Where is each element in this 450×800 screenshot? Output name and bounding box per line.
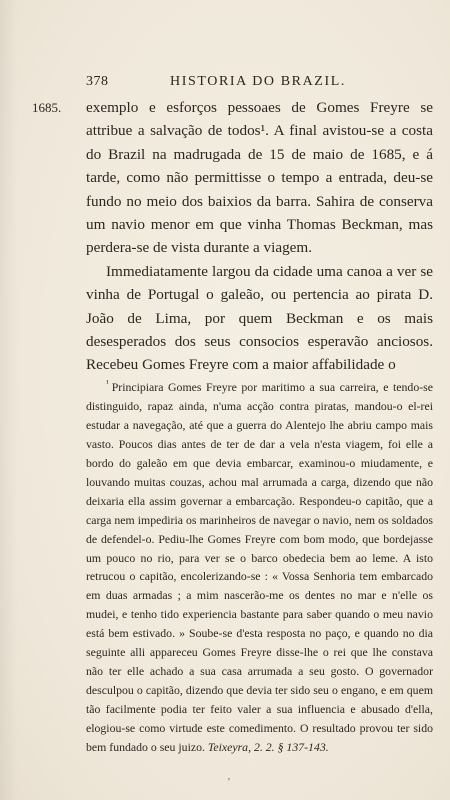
running-title: HISTORIA DO BRAZIL.	[170, 74, 346, 89]
main-text	[86, 96, 433, 377]
page-number: 378	[86, 74, 109, 89]
paragraph-2: Immediatamente largou da cidade uma canoa a ver se vinha de Portugal o galeão, ou pertencia ao pirata D. João de Lima, por quem Beckman e os mais desesperados dos seus consocios esperavão anciosos. Recebeu Gomes Freyre com a maior affabilidade o	[86, 262, 433, 374]
footnote-text: Principiara Gomes Freyre por maritimo a sua carreira, e tendo-se distinguido, rapaz ainda, n'uma acção contra piratas, mandou-o el-rei estudar a navegação, até que a guerra do Alentejo lhe abriu campo mais vasto. Poucos dias antes de ter de dar a vela n'esta viagem, foi elle a bordo do galeão em que devia embarcar, examinou-o miudamente, e louvando muitas couzas, achou mal arrumada a carga, dizendo que não deixaria ella assim governar a embarcação. Respondeu-o capitão, que a carga nem impediria os marinheiros de navegar o navio, nem os soldados de defendel-o. Pediu-lhe Gomes Freyre com bom modo, que bordejasse um pouco no rio, para ver se o barco obedecia bem ao leme. A isto retrucou o capitão, encolerizando-se : « Vossa Senhoria tem embarcado em duas armadas ; a mim nascerão-me os dentes no mar e n'elle os mudei, e tenho tido experiencia bastante para saber quando o meu navio está bem estivado. » Soube-se d'esta resposta no paço, e quando no dia seguinte alli appareceu Gomes Freyre disse-lhe o rei que lhe constava não ter elle achado a sua casa arrumada a seu gosto. O governador desculpou o capitão, dizendo que devia ter sido seu o engano, e em quem tão facilmente podia ter feito valer a sua influencia e abusado d'ella, elogiou-se como virtude este comedimento. O resultado provou ter sido bem fundado o seu juizo.	[86, 379, 433, 755]
footnote	[86, 374, 433, 757]
margin-year: 1685.	[32, 100, 62, 115]
footnote-marker: ¹	[106, 378, 109, 388]
page-mark: ’	[227, 776, 231, 788]
page-header	[86, 74, 433, 94]
footnote-paragraph	[86, 374, 433, 757]
paragraph-1: exemplo e esforços pessoaes de Gomes Freyre se attribue a salvação de todos¹. A final avistou-se a costa do Brazil na madrugada de 15 de maio de 1685, e á tarde, como não permittisse o tempo a entrada, deu-se fundo no meio dos baixios da barra. Sahira de conserva um navio menor em que vinha Thomas Beckman, mas perdera-se de vista durante a viagem.	[86, 99, 433, 257]
footnote-citation: Teixeyra, 2. 2. § 137-143.	[207, 740, 329, 755]
